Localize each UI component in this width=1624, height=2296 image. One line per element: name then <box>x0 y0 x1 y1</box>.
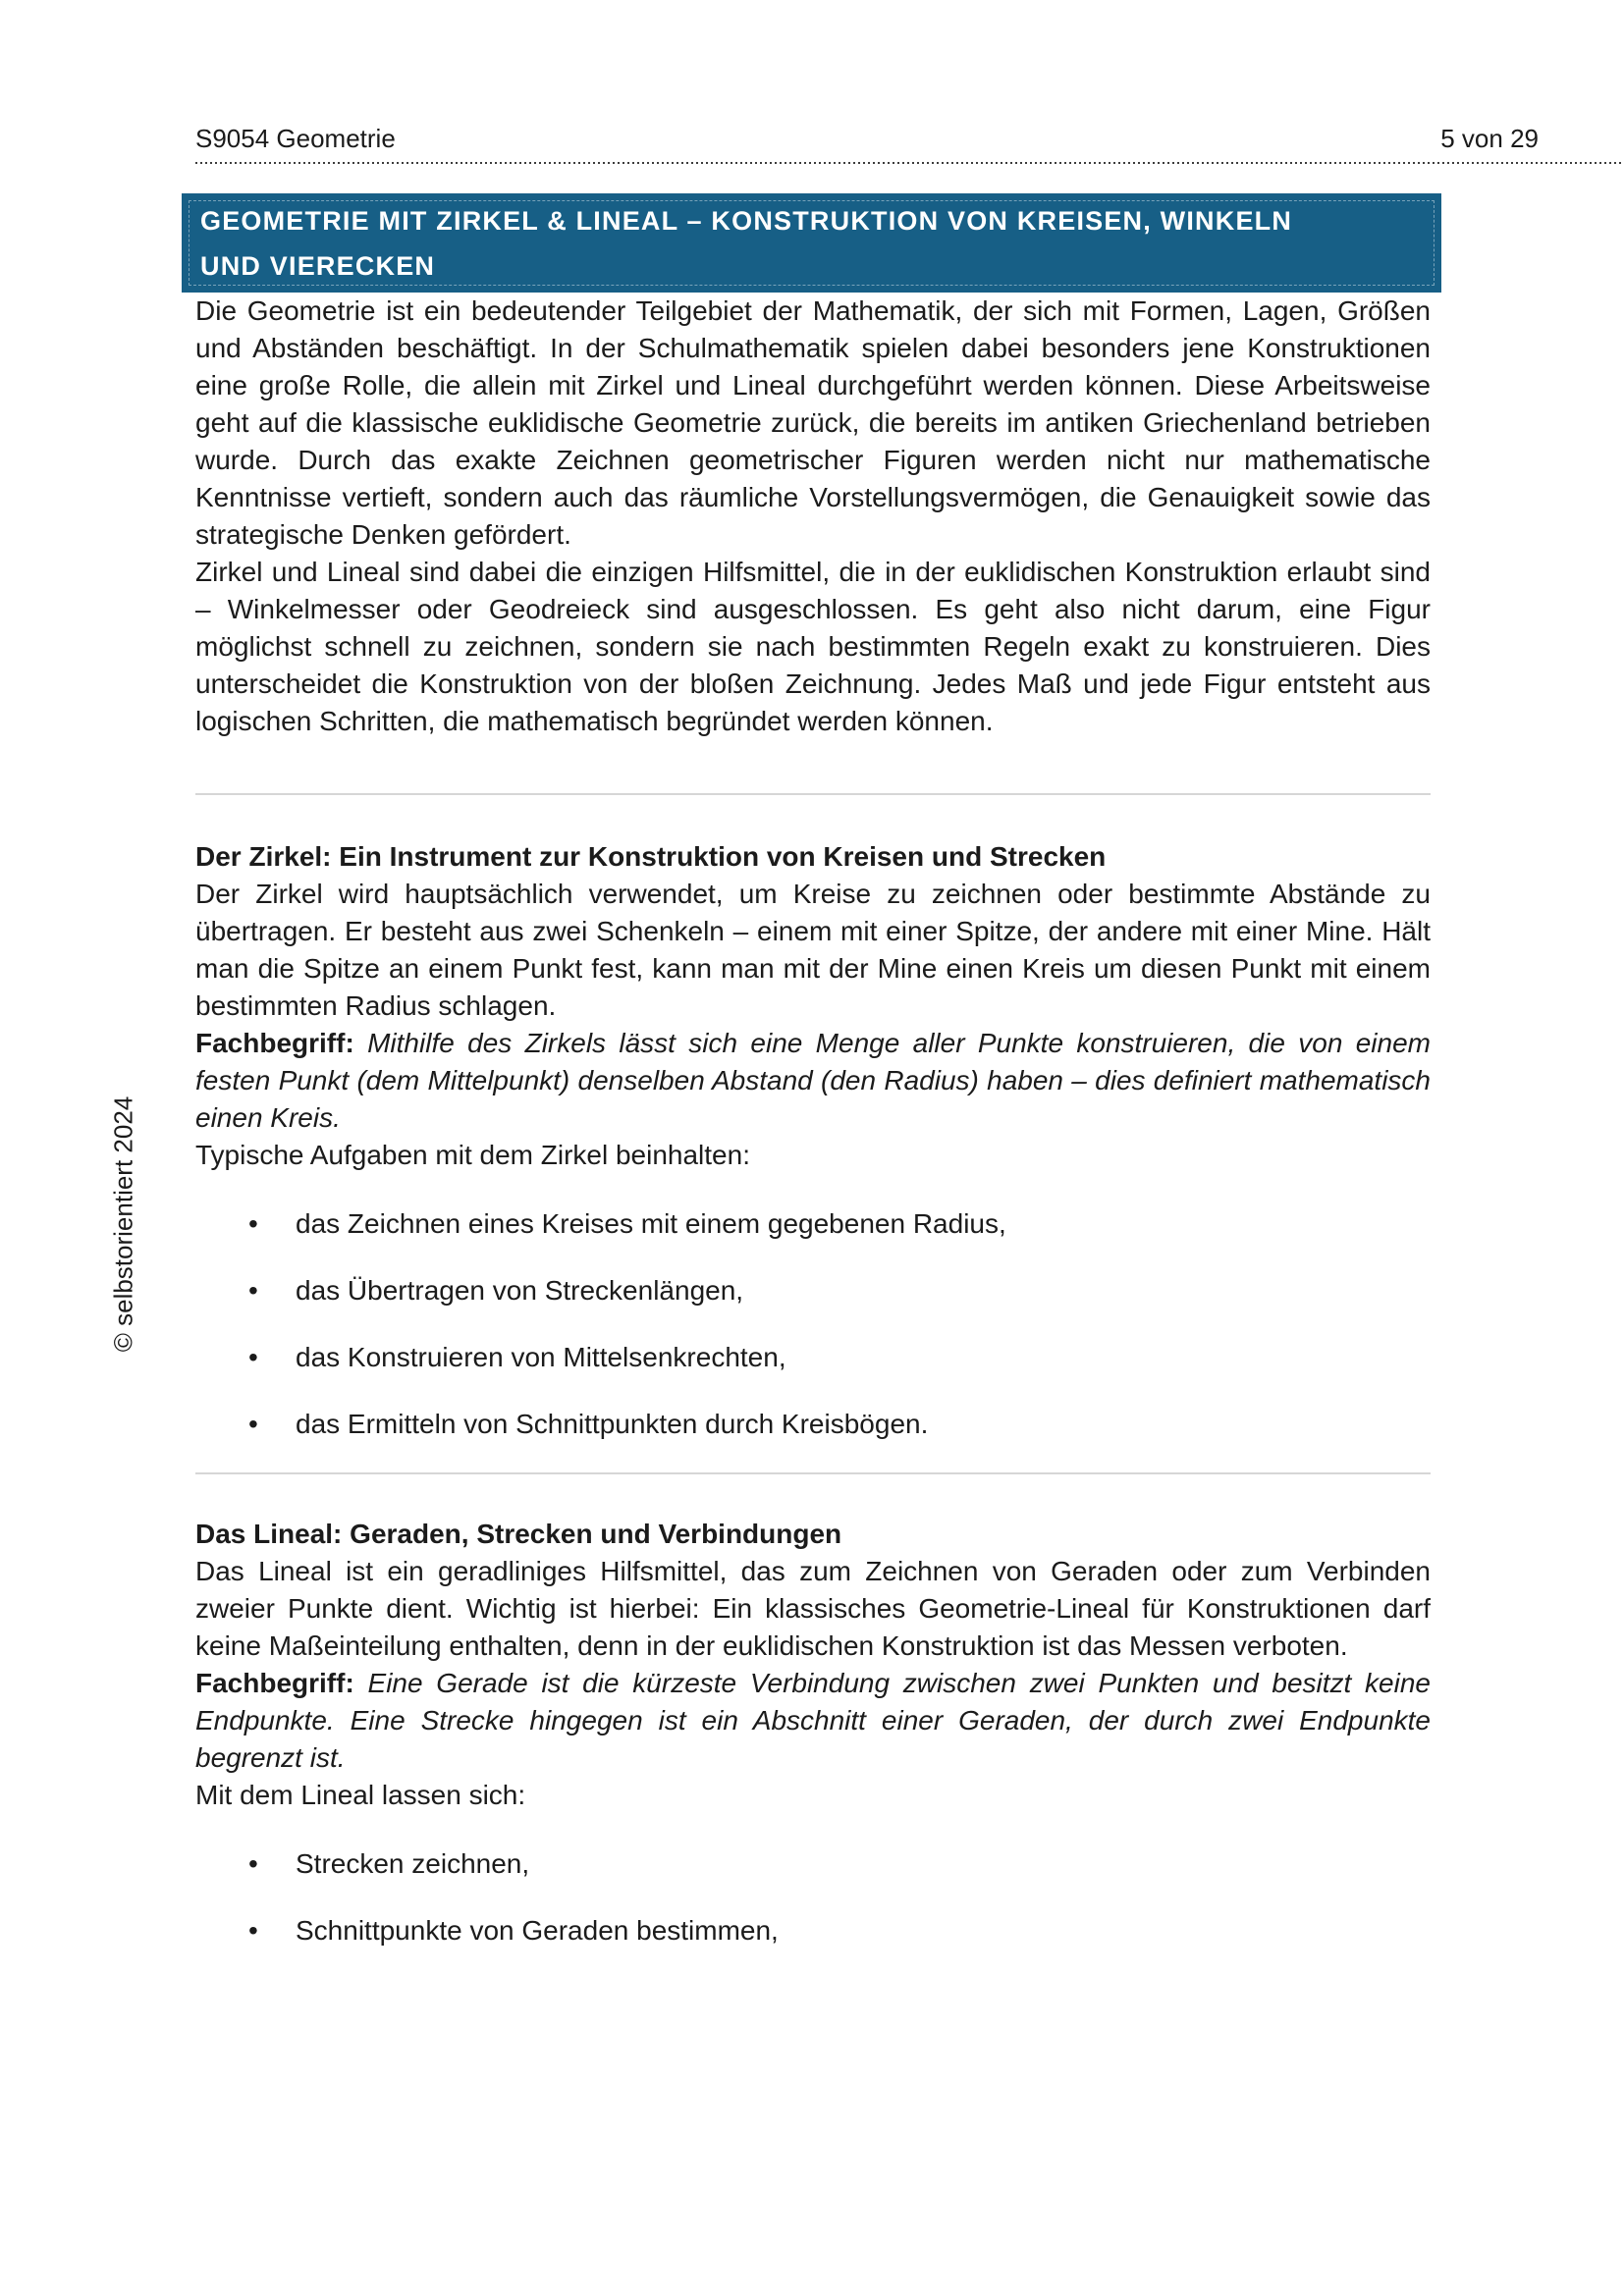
doc-code-label: S9054 Geometrie <box>195 124 396 153</box>
page-header-row <box>195 124 1539 153</box>
zirkel-bullet-list <box>195 1205 1431 1443</box>
zirkel-list-intro: Typische Aufgaben mit dem Zirkel beinhalten: <box>195 1140 750 1170</box>
lineal-paragraph: Das Lineal ist ein geradliniges Hilfsmittel, das zum Zeichnen von Geraden oder zum Verbinden zweier Punkte dient. Wichtig ist hierbei: Ein klassisches Geometrie-Lineal für Konstruktionen darf keine Maßeinteilung enthalten, denn in der euklidischen Konstruktion ist das Messen verboten. <box>195 1556 1431 1661</box>
lineal-bullet-list <box>195 1845 1431 1949</box>
list-item: • das Übertragen von Streckenlängen, <box>195 1272 1431 1309</box>
page-title-line-1: GEOMETRIE MIT ZIRKEL & LINEAL – KONSTRUKTION VON KREISEN, WINKELN <box>200 205 1293 236</box>
title-banner <box>182 193 1441 293</box>
fachbegriff-label: Fachbegriff: <box>195 1668 354 1698</box>
zirkel-fachbegriff <box>195 1025 1431 1137</box>
fachbegriff-text: Eine Gerade ist die kürzeste Verbindung zwischen zwei Punkten und besitzt keine Endpunkte. Eine Strecke hingegen ist ein Abschnitt einer Geraden, der durch zwei Endpunkte begrenzt ist. <box>195 1668 1431 1773</box>
section-divider <box>195 793 1431 795</box>
list-item: • das Zeichnen eines Kreises mit einem gegebenen Radius, <box>195 1205 1431 1243</box>
page-header <box>195 124 1624 164</box>
copyright-vertical-text: © selbstorientiert 2024 <box>108 1095 138 1353</box>
fachbegriff-text: Mithilfe des Zirkels lässt sich eine Menge aller Punkte konstruieren, die von einem festen Punkt (dem Mittelpunkt) denselben Abstand (den Radius) haben – dies definiert mathematisch einen Kreis. <box>195 1028 1431 1133</box>
header-dotted-rule <box>195 162 1624 164</box>
zirkel-section-heading: Der Zirkel: Ein Instrument zur Konstruktion von Kreisen und Strecken <box>195 841 1107 872</box>
page-number-label: 5 von 29 <box>1440 124 1539 153</box>
main-content <box>195 293 1431 1979</box>
list-item: • Schnittpunkte von Geraden bestimmen, <box>195 1912 1431 1949</box>
list-item: • das Konstruieren von Mittelsenkrechten, <box>195 1339 1431 1376</box>
intro-paragraph-2: Zirkel und Lineal sind dabei die einzigen Hilfsmittel, die in der euklidischen Konstruktion erlaubt sind – Winkelmesser oder Geodreieck sind ausgeschlossen. Es geht also nicht darum, eine Figur möglichst schnell zu zeichnen, sondern sie nach bestimmten Regeln exakt zu konstruieren. Dies unterscheidet die Konstruktion von der bloßen Zeichnung. Jedes Maß und jede Figur entsteht aus logischen Schritten, die mathematisch begründet werden können. <box>195 557 1431 736</box>
fachbegriff-label: Fachbegriff: <box>195 1028 354 1058</box>
intro-paragraph-1: Die Geometrie ist ein bedeutender Teilgebiet der Mathematik, der sich mit Formen, Lagen, Größen und Abständen beschäftigt. In der Schulmathematik spielen dabei besonders jene Konstruktionen eine große Rolle, die allein mit Zirkel und Lineal durchgeführt werden können. Diese Arbeitsweise geht auf die klassische euklidische Geometrie zurück, die bereits im antiken Griechenland betrieben wurde. Durch das exakte Zeichnen geometrischer Figuren werden nicht nur mathematische Kenntnisse vertieft, sondern auch das räumliche Vorstellungsvermögen, die Genauigkeit sowie das strategische Denken gefördert. <box>195 295 1431 550</box>
page-title-line-2: UND VIERECKEN <box>200 250 436 281</box>
zirkel-paragraph: Der Zirkel wird hauptsächlich verwendet, um Kreise zu zeichnen oder bestimmte Abstände zu übertragen. Er besteht aus zwei Schenkeln – einem mit einer Spitze, der andere mit einer Mine. Hält man die Spitze an einem Punkt fest, kann man mit der Mine einen Kreis um diesen Punkt mit einem bestimmten Radius schlagen. <box>195 879 1431 1021</box>
lineal-fachbegriff <box>195 1665 1431 1777</box>
list-item: • das Ermitteln von Schnittpunkten durch Kreisbögen. <box>195 1406 1431 1443</box>
list-item: • Strecken zeichnen, <box>195 1845 1431 1883</box>
lineal-list-intro: Mit dem Lineal lassen sich: <box>195 1780 526 1810</box>
section-divider <box>195 1472 1431 1474</box>
lineal-section-heading: Das Lineal: Geraden, Strecken und Verbindungen <box>195 1519 842 1549</box>
